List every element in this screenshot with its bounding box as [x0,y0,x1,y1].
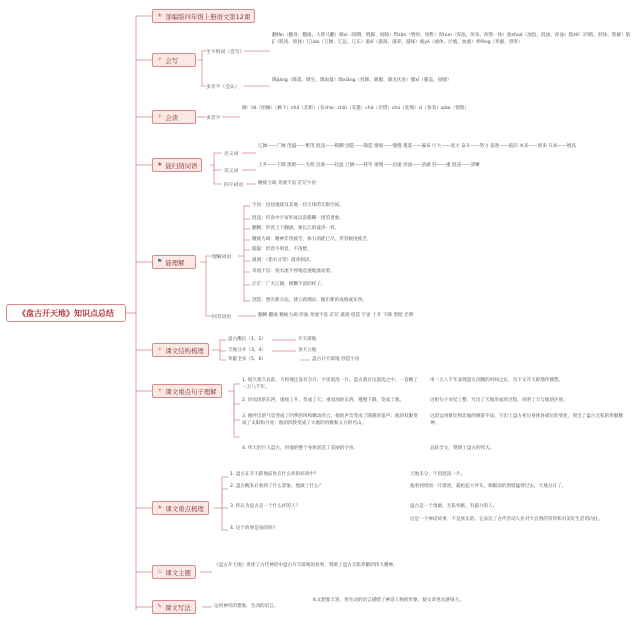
understand-item: 隐隐：形容不明显，不清楚。 [252,247,312,252]
theme-text: 《盘古开天地》讲述了古代神话中盘古开天辟地的故事，赞颂了盘古无私奉献的伟大精神。 [214,563,398,568]
sun-icon: ☀ [157,346,163,353]
synonyms-text: 辽阔——广阔 茂盛——繁茂 混沌——模糊 创造——制造 缓缓——慢慢 蔓延——遍布 巨大——庞大 奋斗——努力 依然——依旧 本来——原来 升高——增高 [258,144,576,149]
sentence-question: 4. 伟大的巨人盘古，用他的整个身体创造了美丽的宇宙。 [242,446,359,451]
understand-item: 宇宙：包括地球及其他一切天体的无限空间。 [252,203,344,208]
question-answer: 他看到周围一片漆黑，就抡起大斧头，朝眼前的黑暗猛劈过去，天地分开了。 [410,484,567,489]
structure-summary: 盘古开天辟地 创造宇宙 [312,357,360,362]
paraphrase-label: 理解词语 [212,255,232,260]
understand-item: 滋润：（指水分等）滋养润泽。 [252,258,315,263]
star-icon: ★ [157,12,163,19]
structure-item: 奉献全身（5、6） [228,357,267,362]
pin-icon: ✎ [157,603,163,610]
read-text: 俩：liǎ（咱俩）（俩下）chā（差距）（差chà）chāi（差遣）chā（差错）chǔ（处理）cī（参差）qiǎo（悄然） [242,106,469,111]
synonyms-label: 近义词 [224,152,239,157]
root-topic[interactable]: 《盘古开天地》知识点总结 [6,304,126,322]
branch-key-sentences[interactable] [152,384,222,398]
sun-icon: ☀ [157,113,163,120]
understand-item: 精疲力竭：精神非常疲劳，体力消耗已尽，形容极度疲乏。 [252,237,372,242]
branch-label: 课文重点句子理解 [165,387,217,396]
sun-icon: ☀ [157,387,163,394]
branch-label: 会写 [165,56,179,65]
branch-label: 会读 [165,113,179,122]
question-item: 3. 你认为盘古是一个什么样的人？ [230,504,301,509]
understand-item: 创造：想出新方法，建立新理论，做出新的成绩或东西。 [252,298,367,303]
four-char-label: 四字词语 [224,183,244,188]
sun-icon: ☀ [157,56,163,63]
four-char-text: 精疲力竭 奔流不息 茫茫宇宙 [258,181,317,186]
question-item: 2. 盘古醒来后看到了什么景象，他做了什么？ [230,484,324,489]
branch-label: 能归纳词语 [165,161,198,170]
branch-label: 能理解 [165,258,185,267]
star-icon: ★ [157,161,163,168]
branch-understand[interactable] [152,255,196,269]
branch-label: 部编版四年级上册语文第12课 [165,12,251,21]
branch-label: 课文重点梳理 [165,504,204,513]
branch-read[interactable] [152,110,196,124]
style-note: 本文想象丰富，用生动的语言描绘了神话人物的形象，使文章更具感染力。 [312,598,464,603]
question-item: 1. 盘古在开天辟地前处在什么样的环境中？ [230,472,319,477]
question-answer: 这是一个神话故事，不是真实的。它表达了古代劳动人民对大自然的崇拜和对美好生活的向往。 [410,517,603,522]
near-words-text: 翻腾 翻滚 精疲力竭 浑浊 奔流不息 茫茫 滋润 创造 宇宙 上升 下降 黑暗 光明 [258,313,414,318]
sentence-analysis: 这组句子对仗工整，写出了天地形成的过程，说明了天与地的区别。 [430,398,568,403]
antonyms-label: 反义词 [224,169,239,174]
structure-result: 开天辟地 [298,337,317,342]
star-icon: ★ [157,504,163,511]
branch-theme[interactable] [152,565,196,579]
question-item: 4. 这个故事是真的吗？ [230,526,278,531]
sentence-analysis: 用一万八千年表现盘古沉睡的时间之长，为下文开天辟地作铺垫。 [430,378,564,383]
branch-key-questions[interactable] [152,501,209,515]
write-single-text: 翻fān（翻身、翻滚、人仰马翻）隙xì（隙缝、缝隙、间隙）暂zàn（暂时、短暂）浑hún（浑浊、浑身、浑然一体）浊zhuó（浊浪、混浊、浑浊）肢zhī（四肢、肢体、肢解）肌jī（肌肉、肌体）辽liáo（辽阔、辽远、辽东）滋zī（滋润、滋养、滋味）液yè（液体、汁液、血液）奉fèng（奉献、供奉） [272,33,631,45]
structure-result: 顶天立地 [298,348,317,353]
understand-item: 奔流不息：指水流不停地急速地流动着。 [252,269,335,274]
understand-item: 茫茫：广大辽阔，模糊不清的样子。 [252,282,326,287]
branch-style[interactable] [152,600,196,614]
branch-words[interactable] [152,158,202,172]
write-multi-text: 降jiàng（降落、降生、降雨量）降xiáng（投降、降服、降龙伏虎）膝xī（膝盖、屈膝） [272,78,452,83]
structure-item: 天地分开（3、4） [228,348,267,353]
style-text: 运用神奇的想象，生动的语言。 [214,604,279,609]
read-label: 多音字 [206,116,221,121]
antonyms-text: 上升——下降 黑暗——光明 沉重——轻盈 辽阔——狭窄 缓慢——迅速 浑浊——清澈 轻——重 混沌——清晰 [258,163,480,168]
write-multi-label: 多音字（会认） [206,85,240,90]
structure-item: 盘古醒后（1、2） [228,337,267,342]
sentence-analysis: 总结全文，赞颂了盘古的伟大。 [430,446,495,451]
sentence-question: 1. 很久很久以前，天和地还没有分开，宇宙混沌一片。盘古就在这混沌之中，一直睡了一万八千年。 [242,378,418,390]
branch-structure[interactable] [152,343,209,357]
sentence-analysis: 这段运用排比和比喻的修辞手法，写出了盘古死后身体各部位的变化，突出了盘古无私的奉献精神。 [430,414,623,426]
understand-item: 混沌：传说中宇宙形成以前模糊一团的景象。 [252,216,344,221]
near-words-label: 同音词语 [212,315,232,320]
question-answer: 天地未分，宇宙混沌一片。 [410,472,466,477]
understand-item: 翻腾：形容上下翻滚，象长江的波涛一样。 [252,226,340,231]
branch-textbook[interactable] [152,9,255,23]
sentence-question: 3. 他呼出的气息变成了四季的风和飘动的云；他的声音变成了隆隆的雷声；他的双眼变成了太阳和月亮；他的四肢变成了大地的四极和五方的名山。 [242,414,418,426]
branch-label: 课文主题 [165,568,191,577]
question-answer: 盘古是一个勇敢、无私奉献、有毅力的人。 [410,504,498,509]
branch-write[interactable] [152,53,196,67]
flame-icon: ♨ [157,568,163,575]
sentence-question: 2. 轻而清的东西，缓缓上升，变成了天；重而浊的东西，慢慢下降，变成了地。 [242,398,405,403]
branch-label: 课文写法 [165,603,191,612]
flag-icon: ⚑ [157,258,163,265]
branch-label: 课文结构梳理 [165,346,204,355]
write-single-label: 生字组词（会写） [206,50,245,55]
